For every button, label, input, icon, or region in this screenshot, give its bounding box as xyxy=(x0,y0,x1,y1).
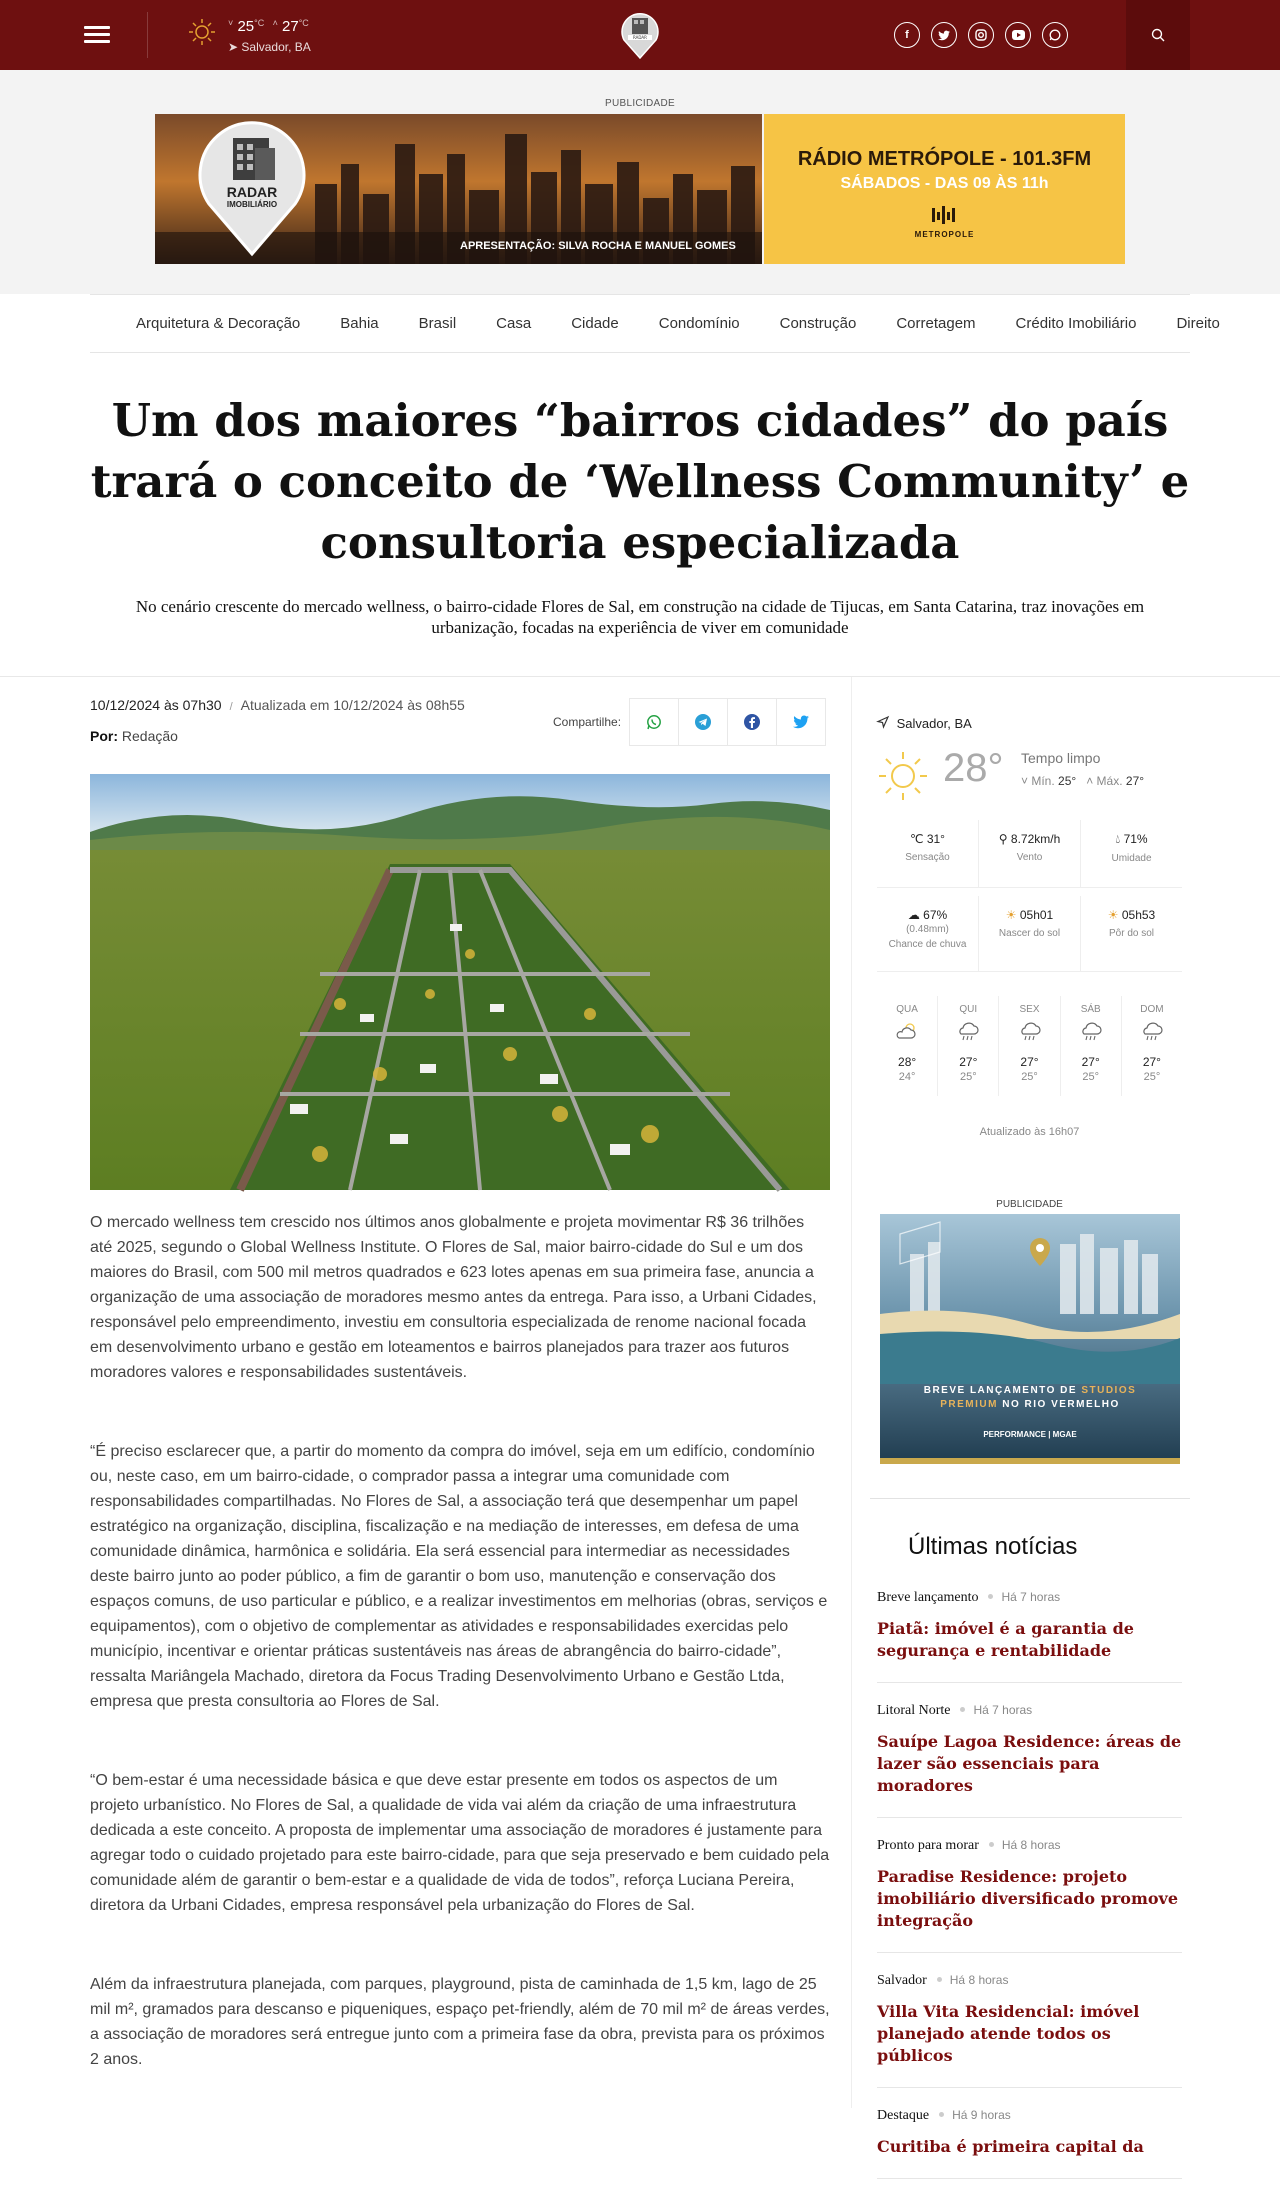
header-temp-max: 25 xyxy=(237,18,255,35)
divider xyxy=(0,676,1280,677)
side-ad-banner[interactable] xyxy=(880,1214,1180,1464)
category-link[interactable]: Direito xyxy=(1176,315,1220,332)
news-tag[interactable]: Destaque xyxy=(877,2108,930,2123)
category-link[interactable]: Arquitetura & Decoração xyxy=(136,315,301,332)
article-body xyxy=(90,1210,830,2126)
news-headline[interactable]: Curitiba é primeira capital da xyxy=(877,2137,1144,2156)
share-label: Compartilhe: xyxy=(553,715,622,729)
forecast-day xyxy=(938,996,999,1096)
article-title: Um dos maiores “bairros cidades” do país trará o conceito de ‘Wellness Community’ e consultoria especializada xyxy=(90,394,1190,569)
category-link[interactable]: Bahia xyxy=(340,315,379,332)
radar-logo-sub: IMOBILIÁRIO xyxy=(226,200,278,209)
share-telegram-button[interactable] xyxy=(678,698,728,746)
forecast-min: 25° xyxy=(1082,1071,1100,1083)
news-meta xyxy=(877,1973,1182,1989)
author-label: Por: xyxy=(90,728,118,744)
dot-separator xyxy=(939,2112,944,2117)
forecast-day-label: SEX xyxy=(1019,1004,1040,1015)
social-links xyxy=(894,22,1068,48)
twitter-icon xyxy=(793,715,809,729)
latest-news-title: Últimas notícias xyxy=(908,1533,1078,1560)
forecast-min: 25° xyxy=(1143,1071,1161,1083)
ad-label: PUBLICIDADE xyxy=(605,98,675,109)
search-icon xyxy=(1151,28,1165,42)
hamburger-menu-button[interactable] xyxy=(84,22,120,52)
metropole-icon xyxy=(932,206,958,229)
weather-stats xyxy=(877,820,1182,888)
weather-stats-secondary xyxy=(877,896,1182,972)
location-icon xyxy=(877,716,889,728)
news-headline[interactable]: Villa Vita Residencial: imóvel planejado atende todos os públicos xyxy=(877,2002,1140,2065)
news-meta xyxy=(877,2108,1182,2124)
ad-radio-brand: METROPOLE xyxy=(914,230,975,239)
rain-icon xyxy=(938,1021,998,1049)
sunset-icon: ☀ xyxy=(1107,908,1119,922)
weather-stat-rain: ☁ 67% (0.48mm) Chance de chuva xyxy=(877,896,979,971)
facebook-icon[interactable]: f xyxy=(894,22,920,48)
forecast-max: 27° xyxy=(1142,1055,1161,1069)
rain-icon xyxy=(1122,1021,1182,1049)
ad-banner-radio xyxy=(764,114,1125,264)
category-link[interactable]: Casa xyxy=(496,315,532,332)
forecast-max: 28° xyxy=(898,1055,917,1069)
forecast-max: 27° xyxy=(1081,1055,1100,1069)
ad-banner[interactable] xyxy=(155,114,1125,264)
article-hero-image xyxy=(90,774,830,1190)
forecast-day-label: SÁB xyxy=(1080,1004,1101,1015)
svg-text:RADAR: RADAR xyxy=(633,35,647,40)
humidity-icon: 💧︎ xyxy=(1115,832,1121,846)
forecast-min: 25° xyxy=(959,1071,977,1083)
header-city: ➤ Salvador, BA xyxy=(228,40,311,54)
whatsapp-icon[interactable] xyxy=(1042,22,1068,48)
article-paragraph: Além da infraestrutura planejada, com parques, playground, pista de caminhada de 1,5 km, lago de 25 mil m², gramados para descanso e piqueniques, espaço pet-friendly, além de 70 mil m² de áreas verdes, a associação de moradores será entregue junto com a primeira fase da obra, prevista para os próximos 2 anos. xyxy=(90,1976,830,2068)
news-meta xyxy=(877,1703,1182,1719)
ad-radio-name: RÁDIO METRÓPOLE - 101.3FM xyxy=(797,148,1092,170)
news-item[interactable] xyxy=(877,1838,1182,1953)
article-dates: 10/12/2024 às 07h30 / Atualizada em 10/12/2024 às 08h55 xyxy=(90,697,465,713)
telegram-icon xyxy=(694,713,712,731)
news-headline[interactable]: Sauípe Lagoa Residence: áreas de lazer são essenciais para moradores xyxy=(877,1732,1182,1795)
site-logo[interactable] xyxy=(618,8,662,60)
news-time: Há 8 horas xyxy=(1001,1838,1061,1852)
news-meta xyxy=(877,1838,1182,1854)
news-time: Há 8 horas xyxy=(949,1973,1009,1987)
radar-logo-text: RADAR xyxy=(226,184,278,200)
top-bar xyxy=(0,0,1280,70)
category-link[interactable]: Condomínio xyxy=(658,315,740,332)
thermometer-icon: ℃ xyxy=(910,832,924,846)
partly-cloudy-icon xyxy=(877,1021,937,1049)
share-twitter-button[interactable] xyxy=(776,698,826,746)
author-name: Redação xyxy=(121,728,178,744)
category-link[interactable]: Crédito Imobiliário xyxy=(1015,315,1137,332)
rain-icon xyxy=(1061,1021,1121,1049)
weather-stat-sunset: ☀ 05h53 Pôr do sol xyxy=(1107,908,1156,939)
twitter-icon[interactable] xyxy=(931,22,957,48)
article-paragraph: “É preciso esclarecer que, a partir do momento da compra do imóvel, seja em um edifício, condomínio ou, neste caso, em um bairro-cidade, o comprador passa a integrar uma comunidade com responsabilidades compartilhadas. No Flores de Sal, a associação terá que desempenhar um papel estratégico na organização, disciplina, fiscalização e na mediação de interesses, em defesa de uma comunidade dinâmica, harmônica e solidária. Ela será essencial para intermediar as necessidades deste bairro junto ao poder público, a fim de garantir o bom uso, manutenção e conservação dos espaços comuns, de uso particular e público, e a realizar investimentos em melhorias (obras, serviços e equipamentos), com o objetivo de complementar as atividades e responsabilidades exercidas pelo município, incentivar e orientar práticas sustentáveis nas áreas de abrangência do bairro-cidade”, ressalta Mariângela Machado, diretora da Focus Trading Desenvolvimento Urbano e Gestão Ltda, empresa que presta consultoria ao Flores de Sal. xyxy=(90,1443,828,1710)
header-temps: ˅ $25^{^\circ C}$ ˄ $27^{^\circ C}$ xyxy=(228,18,309,35)
news-tag[interactable]: Pronto para morar xyxy=(877,1838,979,1853)
news-tag[interactable]: Litoral Norte xyxy=(877,1703,951,1718)
dot-separator xyxy=(989,1842,994,1847)
search-button[interactable] xyxy=(1126,0,1190,70)
category-link[interactable]: Corretagem xyxy=(896,315,976,332)
divider xyxy=(147,12,148,58)
article-subtitle: No cenário crescente do mercado wellness, o bairro-cidade Flores de Sal, em construção na cidade de Tijucas, em Santa Catarina, traz inovações em urbanização, focadas na experiência de viver em comunidade xyxy=(135,597,1145,637)
forecast-day xyxy=(999,996,1060,1096)
forecast-day xyxy=(877,996,938,1096)
news-meta xyxy=(877,1590,1182,1606)
news-item[interactable] xyxy=(877,2108,1182,2179)
rain-icon xyxy=(999,1021,1059,1049)
instagram-icon[interactable] xyxy=(968,22,994,48)
forecast-day xyxy=(1122,996,1182,1096)
facebook-icon xyxy=(743,713,761,731)
forecast-min: 24° xyxy=(898,1071,916,1083)
weather-stat-sunrise: ☀ 05h01 Nascer do sol xyxy=(979,896,1081,971)
ad-banner-city xyxy=(155,114,762,264)
forecast-day-label: DOM xyxy=(1140,1004,1164,1015)
weather-stat-wind: ⚲ 8.72km/h Vento xyxy=(979,820,1081,887)
forecast-day-label: QUA xyxy=(896,1004,918,1015)
forecast-day xyxy=(1061,996,1122,1096)
ad-schedule: SÁBADOS - DAS 09 ÀS 11h xyxy=(840,175,1049,192)
weather-city: Salvador, BA xyxy=(877,716,972,731)
weather-condition: Tempo limpo xyxy=(1021,750,1101,766)
news-item[interactable] xyxy=(877,1590,1182,1683)
news-item[interactable] xyxy=(877,1703,1182,1818)
forecast-min: 25° xyxy=(1021,1071,1038,1083)
dot-separator xyxy=(960,1707,965,1712)
sun-icon xyxy=(188,18,216,46)
news-time: Há 7 horas xyxy=(1001,1590,1061,1604)
weather-minmax: ˅ Mín. 25° ˄ Máx. 27° xyxy=(1021,774,1145,788)
category-nav xyxy=(90,294,1220,353)
share-facebook-button[interactable] xyxy=(727,698,777,746)
news-time: Há 7 horas xyxy=(973,1703,1033,1717)
category-link[interactable]: Brasil xyxy=(418,315,457,332)
rain-cloud-icon: ☁ xyxy=(907,908,920,922)
weather-stat-humidity: 💧︎ 71% Umidade xyxy=(1111,832,1152,864)
news-tag[interactable]: Breve lançamento xyxy=(877,1590,979,1605)
header-temp-min: 27 xyxy=(282,18,299,35)
share-whatsapp-button[interactable] xyxy=(629,698,679,746)
news-headline[interactable]: Paradise Residence: projeto imobiliário diversificado promove integração xyxy=(877,1867,1179,1930)
published-date: 10/12/2024 às 07h30 xyxy=(90,697,222,713)
side-ad-label: PUBLICIDADE xyxy=(996,1199,1063,1210)
ad-strip xyxy=(0,70,1280,294)
wind-icon: ⚲ xyxy=(998,832,1008,846)
article-paragraph: “O bem-estar é uma necessidade básica e que deve estar presente em todos os aspectos de um projeto urbanístico. No Flores de Sal, a qualidade de vida vai além da criação de uma infraestrutura dedicada a este conceito. A proposta de implementar uma associação de moradores é justamente para agregar todo o cuidado projetado para este bairro-cidade, para que seja preservado e bem cuidado pela comunidade além de garantir o bem-estar e a qualidade de vida de todos”, reforça Luciana Pereira, diretora da Urbani Cidades, empresa responsável pela urbanização do Flores de Sal. xyxy=(90,1772,830,1914)
sunrise-icon: ☀ xyxy=(1005,908,1017,922)
dot-separator xyxy=(988,1594,993,1599)
forecast-max: 27° xyxy=(1020,1055,1039,1069)
sun-icon xyxy=(877,750,929,802)
forecast-max: 27° xyxy=(959,1055,978,1069)
side-ad-brand: PERFORMANCE | MGAE xyxy=(983,1430,1077,1439)
sidebar-divider xyxy=(851,677,852,2108)
article-author xyxy=(90,728,178,744)
category-link[interactable]: Cidade xyxy=(571,315,619,332)
weather-temp: 28° xyxy=(943,746,1004,790)
whatsapp-icon xyxy=(646,714,662,730)
coastline-image xyxy=(880,1214,1180,1384)
side-ad-strip xyxy=(880,1458,1180,1464)
side-ad-text: BREVE LANÇAMENTO DE STUDIOS PREMIUM NO RIO VERMELHO xyxy=(923,1385,1137,1410)
forecast-day-label: QUI xyxy=(959,1004,978,1015)
news-time: Há 9 horas xyxy=(952,2108,1011,2122)
news-tag[interactable]: Salvador xyxy=(877,1973,927,1988)
news-headline[interactable]: Piatã: imóvel é a garantia de segurança e rentabilidade xyxy=(877,1619,1134,1660)
youtube-icon[interactable] xyxy=(1005,22,1031,48)
share-buttons xyxy=(630,698,826,746)
weather-forecast xyxy=(877,996,1182,1096)
updated-date: Atualizada em 10/12/2024 às 08h55 xyxy=(240,697,465,713)
article-paragraph: O mercado wellness tem crescido nos últimos anos globalmente e projeta movimentar R$ 36 trilhões até 2025, segundo o Global Wellness Institute. O Flores de Sal, maior bairro-cidade do Sul e um dos maiores do Brasil, com 500 mil metros quadrados e 623 lotes apenas em sua primeira fase, anuncia a organização de uma associação de moradores mesmo antes da entrega. Para isso, a Urbani Cidades, responsável pelo empreendimento, investiu em consultoria especializada de renome nacional focada em desenvolvimento urbano e gestão em loteamentos e bairros planejados para trazer aos futuros moradores valores e responsabilidades sustentáveis. xyxy=(90,1214,817,1381)
ad-presenters: APRESENTAÇÃO: SILVA ROCHA E MANUEL GOMES xyxy=(460,240,736,252)
weather-updated: Atualizado às 16h07 xyxy=(979,1126,1080,1138)
dot-separator xyxy=(937,1977,942,1982)
news-item[interactable] xyxy=(877,1973,1182,2088)
divider xyxy=(870,1498,1190,1499)
category-list xyxy=(136,315,1260,332)
category-link[interactable]: Construção xyxy=(779,315,857,332)
latest-news-list xyxy=(877,1590,1182,2199)
weather-stat-feels: ℃ 31° Sensação xyxy=(877,820,979,887)
radar-logo xyxy=(193,118,311,256)
